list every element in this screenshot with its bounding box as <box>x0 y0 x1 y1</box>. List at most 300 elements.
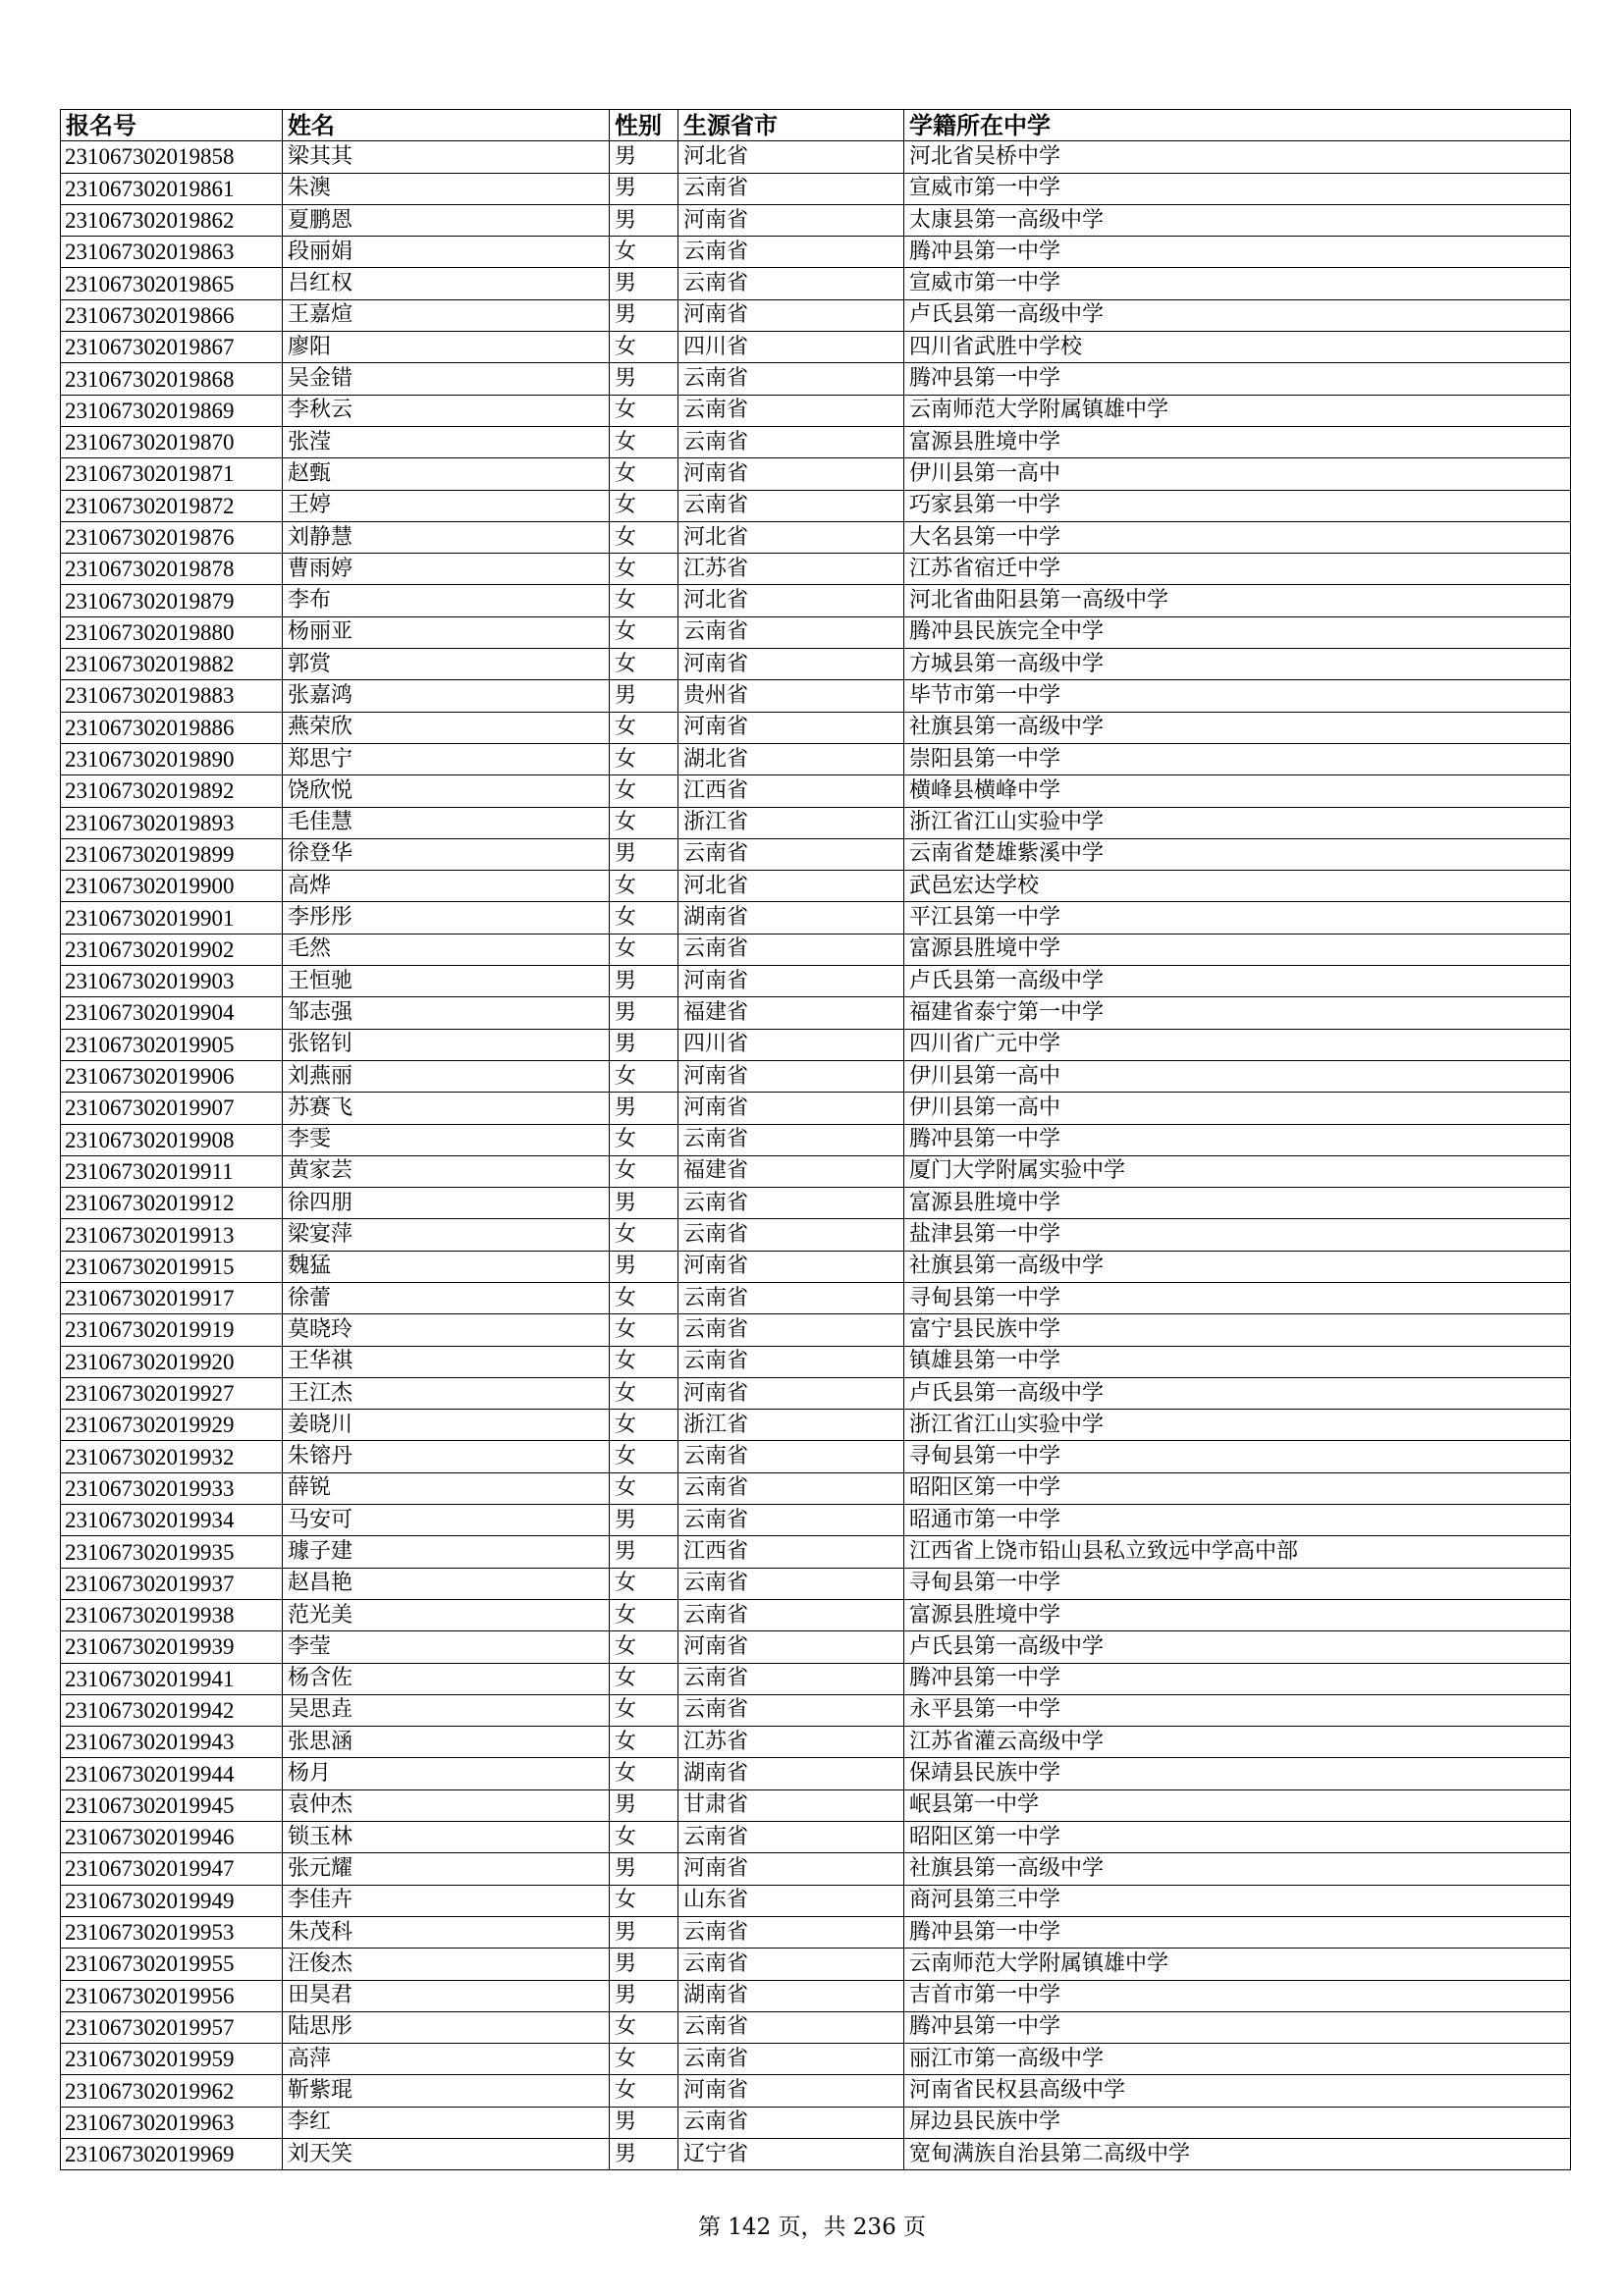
high-school-cell: 方城县第一高级中学 <box>904 649 1571 680</box>
gender-cell: 女 <box>610 237 678 268</box>
gender-cell: 女 <box>610 458 678 490</box>
table-row <box>61 1758 1571 1789</box>
table-row <box>61 1124 1571 1155</box>
gender-cell: 女 <box>610 1124 678 1155</box>
gender-cell: 女 <box>610 1885 678 1916</box>
origin-province-cell: 河北省 <box>678 521 904 553</box>
table-row <box>61 1853 1571 1885</box>
table-row <box>61 649 1571 680</box>
registration-number-cell: 231067302019938 <box>61 1599 283 1630</box>
origin-province-cell: 云南省 <box>678 426 904 457</box>
name-cell: 范光美 <box>283 1599 610 1630</box>
registration-number-cell: 231067302019953 <box>61 1916 283 1948</box>
origin-province-cell: 辽宁省 <box>678 2139 904 2170</box>
table-row <box>61 426 1571 457</box>
gender-cell: 女 <box>610 712 678 743</box>
name-cell: 赵甄 <box>283 458 610 490</box>
table-row <box>61 1822 1571 1853</box>
origin-province-cell: 云南省 <box>678 1346 904 1377</box>
registration-number-cell: 231067302019886 <box>61 712 283 743</box>
name-cell: 夏鹏恩 <box>283 204 610 236</box>
table-row <box>61 458 1571 490</box>
origin-province-cell: 云南省 <box>678 1505 904 1536</box>
registration-number-cell: 231067302019876 <box>61 521 283 553</box>
table-row <box>61 871 1571 902</box>
origin-province-cell: 云南省 <box>678 1694 904 1726</box>
origin-province-cell: 甘肃省 <box>678 1789 904 1821</box>
table-row <box>61 204 1571 236</box>
gender-cell: 男 <box>610 173 678 204</box>
table-row <box>61 2139 1571 2170</box>
origin-province-cell: 湖南省 <box>678 902 904 934</box>
registration-number-cell: 231067302019905 <box>61 1029 283 1060</box>
gender-cell: 男 <box>610 1188 678 1219</box>
table-row <box>61 521 1571 553</box>
gender-cell: 女 <box>610 585 678 616</box>
table-row <box>61 1314 1571 1346</box>
table-row <box>61 1727 1571 1758</box>
origin-province-cell: 云南省 <box>678 838 904 870</box>
registration-number-cell: 231067302019861 <box>61 173 283 204</box>
table-row <box>61 554 1571 585</box>
name-cell: 曹雨婷 <box>283 554 610 585</box>
registration-number-cell: 231067302019944 <box>61 1758 283 1789</box>
high-school-cell: 云南师范大学附属镇雄中学 <box>904 395 1571 426</box>
high-school-cell: 富源县胜境中学 <box>904 1188 1571 1219</box>
origin-province-cell: 山东省 <box>678 1885 904 1916</box>
registration-number-cell: 231067302019962 <box>61 2075 283 2107</box>
table-row <box>61 1949 1571 1980</box>
origin-province-cell: 云南省 <box>678 934 904 965</box>
high-school-cell: 河南省民权县高级中学 <box>904 2075 1571 2107</box>
origin-province-cell: 云南省 <box>678 395 904 426</box>
origin-province-cell: 河南省 <box>678 458 904 490</box>
origin-province-cell: 云南省 <box>678 173 904 204</box>
origin-province-cell: 河南省 <box>678 2075 904 2107</box>
gender-cell: 女 <box>610 554 678 585</box>
gender-cell: 女 <box>610 871 678 902</box>
table-row <box>61 1885 1571 1916</box>
origin-province-cell: 湖北省 <box>678 743 904 774</box>
registration-number-cell: 231067302019890 <box>61 743 283 774</box>
high-school-cell: 商河县第三中学 <box>904 1885 1571 1916</box>
origin-province-cell: 河南省 <box>678 1093 904 1124</box>
name-cell: 张铭钊 <box>283 1029 610 1060</box>
high-school-cell: 毕节市第一中学 <box>904 680 1571 712</box>
high-school-cell: 浙江省江山实验中学 <box>904 1410 1571 1441</box>
high-school-cell: 社旗县第一高级中学 <box>904 1853 1571 1885</box>
registration-number-cell: 231067302019941 <box>61 1663 283 1694</box>
name-cell: 王嘉煊 <box>283 299 610 331</box>
name-cell: 李佳卉 <box>283 1885 610 1916</box>
name-cell: 张思涵 <box>283 1727 610 1758</box>
registration-number-cell: 231067302019912 <box>61 1188 283 1219</box>
registration-number-cell: 231067302019893 <box>61 807 283 838</box>
registration-number-cell: 231067302019919 <box>61 1314 283 1346</box>
table-row <box>61 1536 1571 1568</box>
gender-cell: 女 <box>610 2075 678 2107</box>
origin-province-cell: 四川省 <box>678 1029 904 1060</box>
registration-number-cell: 231067302019949 <box>61 1885 283 1916</box>
name-cell: 徐四朋 <box>283 1188 610 1219</box>
page-footer: 第 142 页，共 236 页 <box>697 2215 927 2240</box>
table-row <box>61 902 1571 934</box>
origin-province-cell: 云南省 <box>678 616 904 648</box>
registration-number-cell: 231067302019969 <box>61 2139 283 2170</box>
registration-number-cell: 231067302019868 <box>61 363 283 395</box>
table-body <box>61 141 1571 2170</box>
gender-cell: 男 <box>610 1853 678 1885</box>
table-row <box>61 838 1571 870</box>
origin-province-cell: 云南省 <box>678 1314 904 1346</box>
origin-province-cell: 河南省 <box>678 1631 904 1663</box>
high-school-cell: 富宁县民族中学 <box>904 1314 1571 1346</box>
gender-cell: 男 <box>610 299 678 331</box>
registration-number-cell: 231067302019915 <box>61 1251 283 1282</box>
gender-cell: 女 <box>610 1599 678 1630</box>
high-school-cell: 永平县第一中学 <box>904 1694 1571 1726</box>
table-row <box>61 1599 1571 1630</box>
name-cell: 姜晓川 <box>283 1410 610 1441</box>
table-row <box>61 934 1571 965</box>
name-cell: 张滢 <box>283 426 610 457</box>
high-school-cell: 昭通市第一中学 <box>904 1505 1571 1536</box>
gender-cell: 男 <box>610 1029 678 1060</box>
name-cell: 王华祺 <box>283 1346 610 1377</box>
name-cell: 吴思垚 <box>283 1694 610 1726</box>
high-school-cell: 岷县第一中学 <box>904 1789 1571 1821</box>
origin-province-cell: 河南省 <box>678 649 904 680</box>
name-cell: 杨丽亚 <box>283 616 610 648</box>
table-row <box>61 2107 1571 2138</box>
name-cell: 朱镕丹 <box>283 1441 610 1472</box>
name-cell: 魏猛 <box>283 1251 610 1282</box>
name-cell: 李雯 <box>283 1124 610 1155</box>
table-row <box>61 807 1571 838</box>
table-row <box>61 997 1571 1029</box>
high-school-cell: 腾冲县第一中学 <box>904 2011 1571 2043</box>
header-origin-province: 生源省市 <box>678 110 904 141</box>
table-row <box>61 1282 1571 1313</box>
gender-cell: 女 <box>610 1822 678 1853</box>
origin-province-cell: 云南省 <box>678 1441 904 1472</box>
gender-cell: 男 <box>610 2139 678 2170</box>
gender-cell: 女 <box>610 1346 678 1377</box>
high-school-cell: 屏边县民族中学 <box>904 2107 1571 2138</box>
registration-number-cell: 231067302019901 <box>61 902 283 934</box>
registration-number-cell: 231067302019866 <box>61 299 283 331</box>
name-cell: 王婷 <box>283 490 610 521</box>
registration-number-cell: 231067302019858 <box>61 141 283 173</box>
name-cell: 赵昌艳 <box>283 1568 610 1599</box>
registration-number-cell: 231067302019908 <box>61 1124 283 1155</box>
high-school-cell: 卢氏县第一高级中学 <box>904 299 1571 331</box>
origin-province-cell: 贵州省 <box>678 680 904 712</box>
gender-cell: 男 <box>610 363 678 395</box>
name-cell: 张嘉鸿 <box>283 680 610 712</box>
table-row <box>61 1631 1571 1663</box>
gender-cell: 男 <box>610 1789 678 1821</box>
high-school-cell: 河北省吴桥中学 <box>904 141 1571 173</box>
gender-cell: 女 <box>610 395 678 426</box>
name-cell: 梁其其 <box>283 141 610 173</box>
origin-province-cell: 河南省 <box>678 712 904 743</box>
registration-number-cell: 231067302019902 <box>61 934 283 965</box>
table-row <box>61 1472 1571 1504</box>
gender-cell: 女 <box>610 934 678 965</box>
origin-province-cell: 云南省 <box>678 490 904 521</box>
table-row <box>61 1410 1571 1441</box>
origin-province-cell: 云南省 <box>678 1219 904 1251</box>
name-cell: 郭赏 <box>283 649 610 680</box>
gender-cell: 男 <box>610 268 678 299</box>
gender-cell: 女 <box>610 2011 678 2043</box>
name-cell: 王江杰 <box>283 1377 610 1409</box>
high-school-cell: 厦门大学附属实验中学 <box>904 1155 1571 1187</box>
name-cell: 杨含佐 <box>283 1663 610 1694</box>
high-school-cell: 腾冲县第一中学 <box>904 1916 1571 1948</box>
origin-province-cell: 云南省 <box>678 1599 904 1630</box>
name-cell: 田昊君 <box>283 1980 610 2011</box>
name-cell: 吴金错 <box>283 363 610 395</box>
high-school-cell: 巧家县第一中学 <box>904 490 1571 521</box>
gender-cell: 女 <box>610 1282 678 1313</box>
high-school-cell: 崇阳县第一中学 <box>904 743 1571 774</box>
gender-cell: 男 <box>610 141 678 173</box>
name-cell: 张元耀 <box>283 1853 610 1885</box>
high-school-cell: 腾冲县第一中学 <box>904 237 1571 268</box>
high-school-cell: 横峰县横峰中学 <box>904 775 1571 807</box>
origin-province-cell: 云南省 <box>678 268 904 299</box>
origin-province-cell: 河北省 <box>678 871 904 902</box>
name-cell: 饶欣悦 <box>283 775 610 807</box>
name-cell: 刘天笑 <box>283 2139 610 2170</box>
origin-province-cell: 江苏省 <box>678 1727 904 1758</box>
origin-province-cell: 江苏省 <box>678 554 904 585</box>
table-row <box>61 1093 1571 1124</box>
table-row <box>61 1789 1571 1821</box>
gender-cell: 女 <box>610 1568 678 1599</box>
gender-cell: 女 <box>610 1758 678 1789</box>
name-cell: 高萍 <box>283 2044 610 2075</box>
high-school-cell: 腾冲县第一中学 <box>904 1663 1571 1694</box>
registration-number-cell: 231067302019899 <box>61 838 283 870</box>
gender-cell: 女 <box>610 807 678 838</box>
high-school-cell: 腾冲县第一中学 <box>904 363 1571 395</box>
registration-number-cell: 231067302019865 <box>61 268 283 299</box>
high-school-cell: 伊川县第一高中 <box>904 458 1571 490</box>
high-school-cell: 丽江市第一高级中学 <box>904 2044 1571 2075</box>
gender-cell: 女 <box>610 490 678 521</box>
name-cell: 李布 <box>283 585 610 616</box>
high-school-cell: 社旗县第一高级中学 <box>904 712 1571 743</box>
registration-number-cell: 231067302019872 <box>61 490 283 521</box>
registration-number-cell: 231067302019903 <box>61 966 283 997</box>
origin-province-cell: 河南省 <box>678 966 904 997</box>
high-school-cell: 吉首市第一中学 <box>904 1980 1571 2011</box>
table-row <box>61 1916 1571 1948</box>
gender-cell: 男 <box>610 2107 678 2138</box>
origin-province-cell: 云南省 <box>678 2044 904 2075</box>
registration-number-cell: 231067302019935 <box>61 1536 283 1568</box>
gender-cell: 男 <box>610 204 678 236</box>
high-school-cell: 寻甸县第一中学 <box>904 1282 1571 1313</box>
gender-cell: 女 <box>610 426 678 457</box>
table-row <box>61 1377 1571 1409</box>
origin-province-cell: 云南省 <box>678 1472 904 1504</box>
registration-number-cell: 231067302019871 <box>61 458 283 490</box>
name-cell: 马安可 <box>283 1505 610 1536</box>
origin-province-cell: 河南省 <box>678 204 904 236</box>
table-row <box>61 1029 1571 1060</box>
gender-cell: 女 <box>610 1060 678 1092</box>
table-row <box>61 1568 1571 1599</box>
gender-cell: 女 <box>610 775 678 807</box>
table-row <box>61 395 1571 426</box>
name-cell: 毛然 <box>283 934 610 965</box>
origin-province-cell: 云南省 <box>678 363 904 395</box>
registration-number-cell: 231067302019927 <box>61 1377 283 1409</box>
name-cell: 朱澳 <box>283 173 610 204</box>
gender-cell: 女 <box>610 1694 678 1726</box>
high-school-cell: 江苏省宿迁中学 <box>904 554 1571 585</box>
high-school-cell: 平江县第一中学 <box>904 902 1571 934</box>
high-school-cell: 卢氏县第一高级中学 <box>904 1377 1571 1409</box>
registration-number-cell: 231067302019862 <box>61 204 283 236</box>
table-row <box>61 1980 1571 2011</box>
gender-cell: 女 <box>610 1441 678 1472</box>
gender-cell: 女 <box>610 1663 678 1694</box>
gender-cell: 男 <box>610 997 678 1029</box>
registration-number-cell: 231067302019869 <box>61 395 283 426</box>
registration-number-cell: 231067302019947 <box>61 1853 283 1885</box>
registration-number-cell: 231067302019883 <box>61 680 283 712</box>
origin-province-cell: 浙江省 <box>678 807 904 838</box>
origin-province-cell: 湖南省 <box>678 1758 904 1789</box>
name-cell: 郑思宁 <box>283 743 610 774</box>
name-cell: 朱茂科 <box>283 1916 610 1948</box>
registration-number-cell: 231067302019945 <box>61 1789 283 1821</box>
table-row <box>61 616 1571 648</box>
high-school-cell: 福建省泰宁第一中学 <box>904 997 1571 1029</box>
name-cell: 陆思彤 <box>283 2011 610 2043</box>
table-row <box>61 680 1571 712</box>
table-row <box>61 490 1571 521</box>
name-cell: 高烨 <box>283 871 610 902</box>
high-school-cell: 富源县胜境中学 <box>904 426 1571 457</box>
high-school-cell: 腾冲县民族完全中学 <box>904 616 1571 648</box>
header-gender: 性别 <box>610 110 678 141</box>
table-row <box>61 1251 1571 1282</box>
table-row <box>61 1219 1571 1251</box>
origin-province-cell: 福建省 <box>678 1155 904 1187</box>
gender-cell: 女 <box>610 1472 678 1504</box>
high-school-cell: 盐津县第一中学 <box>904 1219 1571 1251</box>
registration-number-cell: 231067302019933 <box>61 1472 283 1504</box>
name-cell: 袁仲杰 <box>283 1789 610 1821</box>
high-school-cell: 社旗县第一高级中学 <box>904 1251 1571 1282</box>
admission-roster-table <box>60 109 1571 2170</box>
gender-cell: 男 <box>610 1251 678 1282</box>
table-row <box>61 1694 1571 1726</box>
registration-number-cell: 231067302019929 <box>61 1410 283 1441</box>
high-school-cell: 伊川县第一高中 <box>904 1093 1571 1124</box>
table-row <box>61 585 1571 616</box>
header-high-school: 学籍所在中学 <box>904 110 1571 141</box>
origin-province-cell: 河南省 <box>678 1377 904 1409</box>
registration-number-cell: 231067302019937 <box>61 1568 283 1599</box>
gender-cell: 男 <box>610 1505 678 1536</box>
table-row <box>61 268 1571 299</box>
registration-number-cell: 231067302019934 <box>61 1505 283 1536</box>
high-school-cell: 寻甸县第一中学 <box>904 1441 1571 1472</box>
origin-province-cell: 河北省 <box>678 585 904 616</box>
high-school-cell: 武邑宏达学校 <box>904 871 1571 902</box>
registration-number-cell: 231067302019870 <box>61 426 283 457</box>
name-cell: 黄家芸 <box>283 1155 610 1187</box>
gender-cell: 女 <box>610 1155 678 1187</box>
name-cell: 刘燕丽 <box>283 1060 610 1092</box>
gender-cell: 女 <box>610 1377 678 1409</box>
high-school-cell: 大名县第一中学 <box>904 521 1571 553</box>
table-row <box>61 966 1571 997</box>
registration-number-cell: 231067302019867 <box>61 332 283 363</box>
name-cell: 燕荣欣 <box>283 712 610 743</box>
gender-cell: 男 <box>610 1949 678 1980</box>
high-school-cell: 河北省曲阳县第一高级中学 <box>904 585 1571 616</box>
gender-cell: 女 <box>610 649 678 680</box>
high-school-cell: 江西省上饶市铅山县私立致远中学高中部 <box>904 1536 1571 1568</box>
high-school-cell: 卢氏县第一高级中学 <box>904 1631 1571 1663</box>
registration-number-cell: 231067302019904 <box>61 997 283 1029</box>
high-school-cell: 太康县第一高级中学 <box>904 204 1571 236</box>
registration-number-cell: 231067302019942 <box>61 1694 283 1726</box>
registration-number-cell: 231067302019920 <box>61 1346 283 1377</box>
table-row <box>61 743 1571 774</box>
name-cell: 王恒驰 <box>283 966 610 997</box>
high-school-cell: 宣威市第一中学 <box>904 173 1571 204</box>
origin-province-cell: 云南省 <box>678 1188 904 1219</box>
name-cell: 杨月 <box>283 1758 610 1789</box>
high-school-cell: 四川省武胜中学校 <box>904 332 1571 363</box>
table-row <box>61 1663 1571 1694</box>
table-header <box>61 110 1571 141</box>
registration-number-cell: 231067302019882 <box>61 649 283 680</box>
origin-province-cell: 河南省 <box>678 1853 904 1885</box>
table-row <box>61 141 1571 173</box>
origin-province-cell: 云南省 <box>678 2011 904 2043</box>
gender-cell: 男 <box>610 966 678 997</box>
high-school-cell: 寻甸县第一中学 <box>904 1568 1571 1599</box>
high-school-cell: 卢氏县第一高级中学 <box>904 966 1571 997</box>
name-cell: 刘静慧 <box>283 521 610 553</box>
registration-number-cell: 231067302019913 <box>61 1219 283 1251</box>
origin-province-cell: 云南省 <box>678 1916 904 1948</box>
high-school-cell: 宽甸满族自治县第二高级中学 <box>904 2139 1571 2170</box>
name-cell: 吕红权 <box>283 268 610 299</box>
origin-province-cell: 河南省 <box>678 299 904 331</box>
origin-province-cell: 湖南省 <box>678 1980 904 2011</box>
name-cell: 璩子建 <box>283 1536 610 1568</box>
name-cell: 苏赛飞 <box>283 1093 610 1124</box>
high-school-cell: 镇雄县第一中学 <box>904 1346 1571 1377</box>
table-row <box>61 1441 1571 1472</box>
origin-province-cell: 四川省 <box>678 332 904 363</box>
table-row <box>61 332 1571 363</box>
origin-province-cell: 河南省 <box>678 1060 904 1092</box>
high-school-cell: 富源县胜境中学 <box>904 1599 1571 1630</box>
high-school-cell: 云南师范大学附属镇雄中学 <box>904 1949 1571 1980</box>
